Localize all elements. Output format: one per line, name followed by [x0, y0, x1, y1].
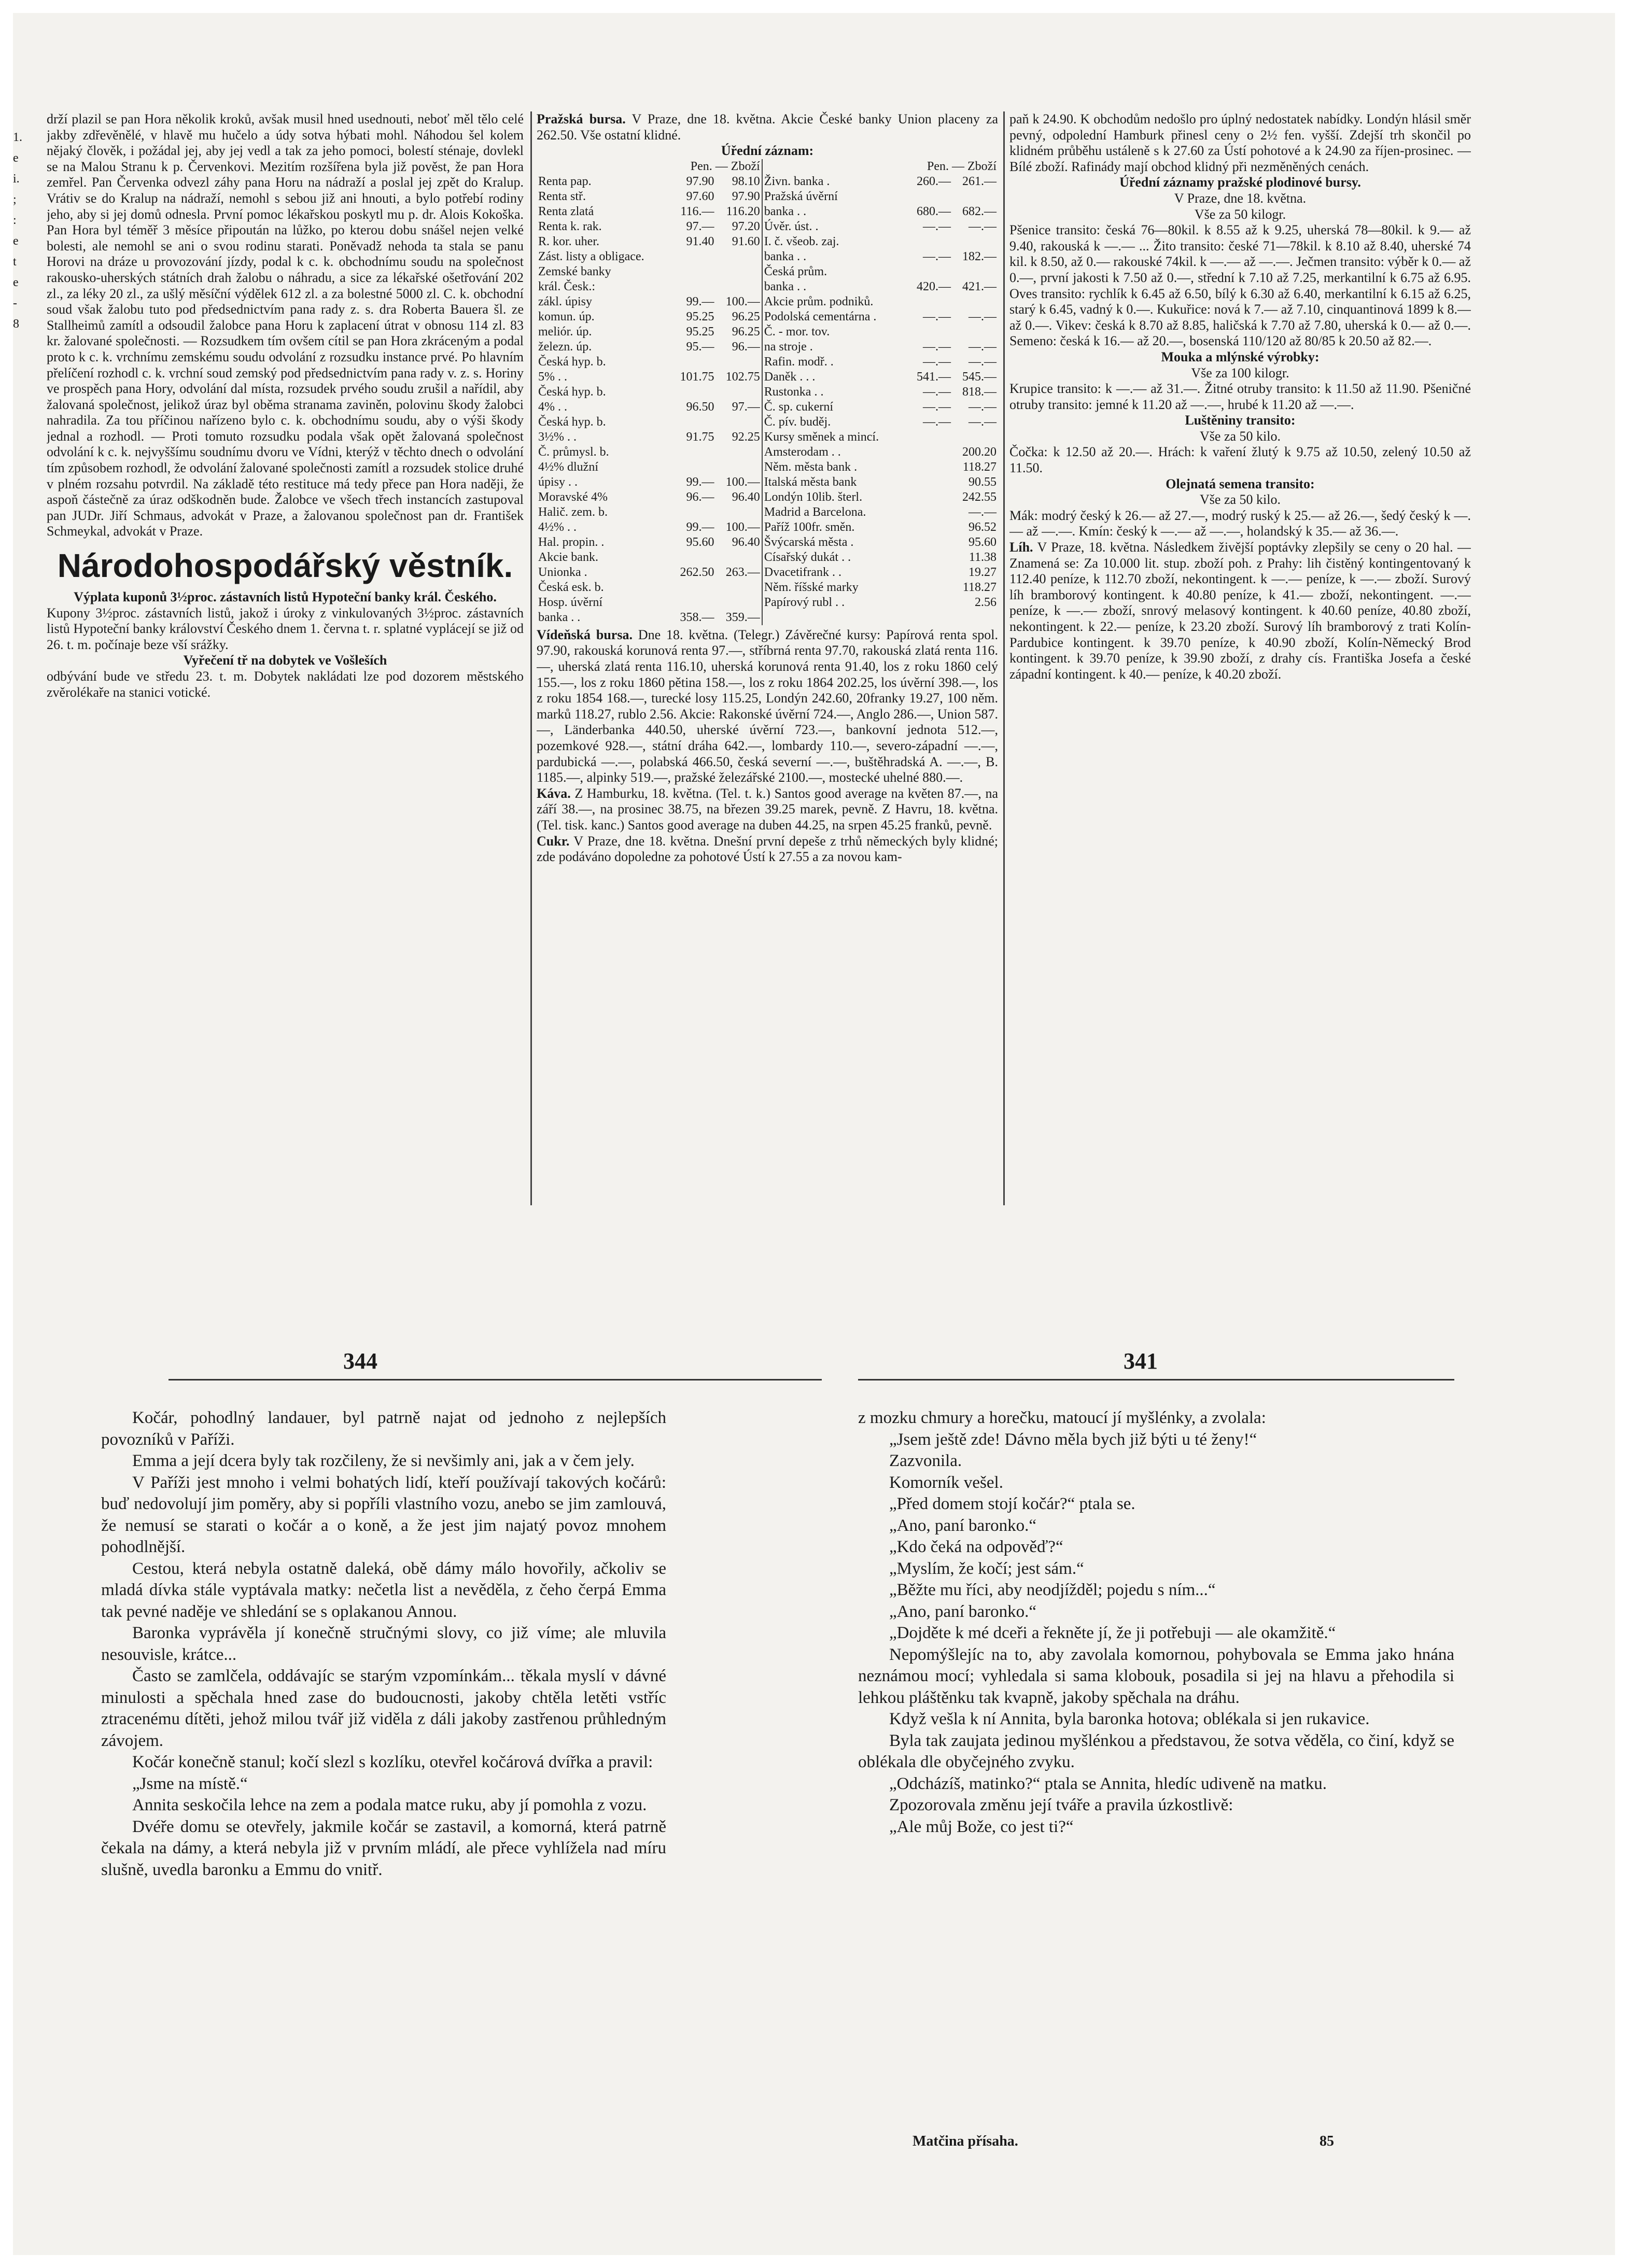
novel-paragraph: „Před domem stojí kočár?“ ptala se.	[889, 1495, 1135, 1513]
cukr-continuation: paň k 24.90. K obchodům nedošlo pro úplný nedostatek nabídky. Londýn hlásil směr pevný, odpolední Hamburk přinesl ceny o 2½ fen. vyšší. Zdejší trh skončil po klidném průběhu ustáleně s k 27.60 za Ústí pohotové a k 24.90 za říjen-prosinec. — Bílé zboží. Rafinády mají obchod klidný při nezměněných cenách.	[1009, 111, 1471, 174]
bursa-row: Akcie bank. Císařský dukát . . 11.38	[538, 550, 997, 564]
bursa-row: Č. průmysl. b. Amsterodam . . 200.20	[538, 445, 997, 459]
scanned-page	[13, 13, 1615, 2255]
videnska-bursa-text: Dne 18. května. (Telegr.) Závěrečné kursy: Papírová renta spol. 97.90, rakouská korunová renta 97.—, stříbrná renta 97.70, rakouská zlatá renta 116.—, uherská zlatá renta 116.10, uherská korunová renta 91.40, los z roku 1860 celý 155.—, los z roku 1860 pětina 158.—, los z roku 1864 202.25, los úvěrní 398.—, los z roku 1854 168.—, turecké losy 115.25, Londýn 242.60, 20franky 19.27, 100 něm. marků 118.27, rublo 2.56. Akcie: Rakonské úvěrní 724.—, Anglo 286.—, Union 587.—, Länderbanka 440.50, uherské úvěrní 723.—, bankovní jednota 512.—, pozemkové 928.—, státní dráha 642.—, lombardy 110.—, severo-západní —.—, pardubická —.—, polabská 466.50, česká severní —.—, buštěhradská A. —.—, B. 1185.—, alpinky 519.—, pražské železářské 2100.—, mostecké uhelné 880.—.	[537, 627, 998, 785]
novel-footer-sheet-number: 85	[1320, 2133, 1334, 2149]
novel-paragraph: „Ano, paní baronko.“	[889, 1516, 1037, 1535]
lusteniny-heading: Luštěniny transito:	[1185, 413, 1296, 428]
bursa-row: Renta k. rak. 97.— 97.20 Úvěr. úst. . —.— —.—	[538, 219, 997, 233]
bursa-row: Moravské 4% 96.— 96.40 Londýn 10lib. šterl. 242.55	[538, 490, 997, 504]
page-number-left: 344	[343, 1348, 377, 1374]
novel-page-left	[101, 1407, 666, 2149]
bursa-row: železn. úp. 95.— 96.— na stroje . —.— —.—	[538, 340, 997, 354]
bursa-row: banka . . 358.— 359.—	[537, 610, 998, 625]
novel-paragraph: Byla tak zaujata jedinou myšlénkou a představou, že sotva věděla, co činí, když se oblékala dle obyčejného zvyku.	[858, 1731, 1454, 1771]
novel-paragraph: Když vešla k ní Annita, byla baronka hotova; oblékala si jen rukavice.	[889, 1710, 1370, 1728]
page-rule-right	[858, 1379, 1454, 1380]
novel-paragraph: „Jsme na místě.“	[132, 1774, 248, 1793]
novel-paragraph: Emma a její dcera byly tak rozčileny, že si nevšimly ani, jak a v čem jely.	[132, 1452, 635, 1470]
bursa-row: Česká hyp. b. Rafin. modř. . —.— —.—	[538, 355, 997, 369]
novel-paragraph: Annita seskočila lehce na zem a podala matce ruku, aby jí pomohla z vozu.	[132, 1796, 647, 1814]
column-rule-2	[1003, 111, 1005, 1205]
lusteniny-text: Čočka: k 12.50 až 20.—. Hrách: k vaření žlutý k 9.75 až 10.50, zelený 10.50 až 11.50.	[1009, 444, 1471, 476]
edge-fragments: 1. e i. ; : e t e - 8	[13, 131, 22, 331]
novel-paragraph: Kočár konečně stanul; kočí slezl s kozlíku, otevřel kočárová dvířka a pravil:	[132, 1753, 653, 1771]
bursa-row: Renta stř. 97.60 97.90 Pražská úvěrní	[537, 189, 998, 204]
kava-lead: Káva.	[537, 785, 571, 801]
novel-paragraph: „Odcházíš, matinko?“ ptala se Annita, hledíc udiveně na matku.	[889, 1774, 1327, 1793]
bursa-row: Česká hyp. b. Č. pív. buděj. —.— —.—	[538, 415, 997, 429]
bursa-row: komun. úp. 95.25 96.25 Podolská cementárna . —.— —.—	[538, 309, 997, 323]
news-column-2	[537, 111, 998, 1205]
prazska-bursa-lead: Pražská bursa.	[537, 111, 626, 126]
novel-paragraph: „Běžte mu říci, aby neodjížděl; pojedu s ním...“	[889, 1581, 1216, 1599]
kava-text: Z Hamburku, 18. května. (Tel. t. k.) Santos good average na květen 87.—, na září 38.—, na prosinec 38.75, na březen 39.25 marek, pevně. Z Havru, 18. května. (Tel. tisk. kanc.) Santos good average na duben 44.25, na srpen 45.25 franků, pevně.	[537, 785, 998, 833]
bursa-row: zákl. úpisy 99.— 100.— Akcie prům. podniků.	[537, 294, 998, 309]
novel-paragraph: „Myslím, že kočí; jest sám.“	[889, 1559, 1084, 1578]
novel-paragraph: z mozku chmury a horečku, matoucí jí myšlénky, a zvolala:	[858, 1408, 1266, 1427]
novel-paragraph: Kočár, pohodlný landauer, byl patrně najat od jednoho z nejlepších povozníků v Paříži.	[101, 1408, 666, 1449]
novel-paragraph: Komorník vešel.	[889, 1473, 1003, 1492]
bursa-row: Renta zlatá 116.— 116.20 banka . . 680.— 682.—	[538, 204, 997, 218]
court-article: drží plazil se pan Hora několik kroků, avšak musil hned usednouti, neboť měl tělo celé jakby zdřevěnělé, v hlavě mu hučelo a údy sotva hýbati mohl. Náhodou šel kolem nějaký člověk, i požádal jej, aby jej vedl a tak za jeho pomoci, bolestí sténaje, dovlekl se na Malou Stranu k p. Červenkovi. Mezitím rozšířena byla již pověst, že pan Hora zemřel. Pan Červenka odvezl záhy pana Horu na nádraží a poslal jej zpět do Kralup. Vrátiv se do Kralup na nádraží, nemohl s sebou již ani hnouti, a bylo potřebí rodiny jeho, aby si jej domů odnesla. První pomoc lékařskou poskytl mu p. dr. Alois Kokoška. Pan Hora byl téměř 3 měsíce připoután na lůžko, po kterou dobu snášel nejen velké bolesti, ale nemohl se ani o svou rodinu starati. Poněvadž nehoda ta stala se panu Horovi na dráze u provozování jízdy, podal k c. k. obchodnímu soudu na společnost rakousko-uherských státních drah žalobu o náhradu, a sice za lékařské ošetřování 202 zl., za léky 20 zl., za ušlý měsíční výdělek 612 zl. a za bolestné 5000 zl. C. k. obchodní soud však žalobu tuto pod předsednictvím pana rady z. s. dra Roberta Bauera šl. ze Stallheimů zamítl a odsoudil žalobce pana Horu k zaplacení útrat v obnosu 114 zl. 83 kr. žalované společnosti. — Rozsudkem tím ovšem cítil se pan Hora zkráceným a podal proto k c. k. vrchnímu zemskému soudu odvolání z rozsudku instance prvé. Po hlavním přelíčení rozhodl c. k. vrchní soud zemský pod předsednictvím pana rady v. z. s. Horiny ve prospěch pana Hory, odvolání dal místa, rozsudek prvého soudu zrušil a nařídil, aby žalovaná společnost, jelikož úraz byl oběma stranama zaviněn, polovinu škody žalobci nahradila. Za tou příčinou nařízeno bylo c. k. obchodnímu soudu, aby o výši škody jednal a rozhodl. — Proti tomuto rozsudku podala však opět žalovaná společnost odvolání k c. k. nejvyššímu soudnímu dvoru ve Vídni, kterýž v těchto dnech o odvolání tím způsobem rozhodl, že odvolání žalované společnosti zamítl a rozsudek stolice druhé v plném rozsahu potvrdil. Na základě této restituce má tedy přece pan Hora naději, že aspoň částečně za úraz odškodněn bude. Žalobce ve všech třech instancích zastupoval pan JUDr. Jiří Schmaus, advokát v Praze, a žalovanou společnost pan dr. František Schmeykal, advokát v Praze.	[47, 111, 524, 539]
bursa-row: úpisy . . 99.— 100.— Italská města bank 90.55	[538, 475, 997, 489]
plodiny-unit: Vše za 50 kilogr.	[1194, 206, 1286, 222]
plodiny-date: V Praze, dne 18. května.	[1174, 190, 1307, 206]
lusteniny-unit: Vše za 50 kilo.	[1200, 428, 1281, 444]
zaznam-heading: Úřední záznam:	[721, 143, 814, 159]
novel-paragraph: V Paříži jest mnoho i velmi bohatých lidí, kteří používají takových kočárů: buď nedovolují jim poměry, aby si popříli vlastního vozu, anebo se jim zamlouvá, že nemusí se starati o kočár a o koně, a že jest jim najatý povoz mnohem pohodlnější.	[101, 1473, 666, 1556]
page-number-right: 341	[1124, 1348, 1158, 1374]
vyplata-heading: Výplata kuponů 3½proc. zástavních listů Hypoteční banky král. Českého.	[74, 589, 497, 605]
bursa-row: 4½% dlužní Něm. města bank . 118.27	[538, 460, 997, 474]
bursa-row: Hosp. úvěrní Papírový rubl . . 2.56	[538, 595, 997, 609]
olejnata-text: Mák: modrý český k 26.— až 27.—, modrý ruský k 25.— až 26.—, šedý český k —.— až —.—. Kmín: český k —.— až —.—, holandský k 35.— až 36.—.	[1009, 508, 1471, 539]
bursa-row: 3½% . . 91.75 92.25 Kursy směnek a mincí.	[537, 430, 998, 445]
novel-paragraph: Baronka vyprávěla jí konečně stručnými slovy, co již víme; ale mluvila nesouvisle, krátce...	[101, 1624, 666, 1664]
bursa-row: Unionka . 262.50 263.— Dvacetifrank . . 19.27	[538, 565, 997, 579]
cukr-text: V Praze, dne 18. května. Dnešní první depeše z trhů německých byly klidné; zde podáváno dopoledne za pohotové Ústí k 27.55 a za novou kam-	[537, 833, 998, 865]
bursa-row: Renta pap. 97.90 98.10 Živn. banka . 260.— 261.—	[538, 174, 997, 188]
mouka-text: Krupice transito: k —.— až 31.—. Žitné otruby transito: k 11.50 až 11.90. Pšeničné otruby transito: jemné k 11.20 až —.—, hrubé k 11.20 až —.—.	[1009, 381, 1471, 412]
lih-text: V Praze, 18. května. Následkem živější poptávky zlepšily se ceny o 20 hal. — Znamená se: Za 10.000 lit. stup. zboží poh. z Prahy: lih čistěný kontingentovaný k 112.40 peníze, k 112.70 zboží, nekontingent. k —.— peníze, k —.— zboží. Surový líh bramborový kontingent. k 40.80 peníze, k 41.— zboží, nekontingent. —.— peníze, k —.— zboží, snrový melasový kontingent. k 40.60 peníze, 40.80 zboží, nekontingent. k 22.— peníze, k 23.20 zboží. Surový líh bramborový z trati Kolín-Pardubice kontingent. k 39.70 peníze, k 40.90 zboží, Kolín-Německý Brod kontingent. k 39.70 peníze, k 39.90 zboží, z drahy cís. Františka Josefa a české západní kontingent. k 40.— peníze, k 40.20 zboží.	[1009, 540, 1471, 682]
novel-paragraph: Nepomýšlejíc na to, aby zavolala komornou, pohybovala se Emma jako hnána neznámou mocí; vyhledala si sama klobouk, posadila si jej na hlavu a přehodila si lehkou pláštěnku tak kvapně, jakoby spěchala na dráhu.	[858, 1645, 1454, 1707]
olejnata-heading: Olejnatá semena transito:	[1166, 476, 1315, 491]
bursa-row: 4½% . . 99.— 100.— Paříž 100fr. směn. 96.52	[538, 520, 997, 534]
novel-page-right	[858, 1407, 1454, 2133]
novel-paragraph: Zazvonila.	[889, 1452, 962, 1470]
column-rule-1	[530, 111, 532, 1205]
plodiny-heading: Úřední záznamy pražské plodinové bursy.	[1119, 175, 1361, 190]
bursa-row: Zást. listy a obligace. banka . . —.— 182.—	[538, 249, 997, 263]
novel-footer-title: Matčina přísaha.	[913, 2133, 1018, 2149]
bursa-row: meliór. úp. 95.25 96.25 Č. - mor. tov.	[537, 325, 998, 340]
page-rule-left	[169, 1379, 822, 1380]
bursa-row: 4% . . 96.50 97.— Č. sp. cukerní —.— —.—	[538, 400, 997, 414]
prazska-bursa-text: V Praze, dne 18. května. Akcie České banky Union placeny za 262.50. Vše ostatní klidné.	[537, 111, 998, 143]
vestnik-title: Národohospodářský věstník.	[57, 547, 513, 585]
novel-paragraph: Zpozorovala změnu její tváře a pravila úzkostlivě:	[889, 1796, 1233, 1814]
plodiny-text: Pšenice transito: česká 76—80kil. k 8.55 až k 9.25, uherská 78—80kil. k 9.— až 9.40, rakouská k —.— ... Žito transito: české 71—78kil. k 8.10 až 8.40, uherské 74 kil. k 8.50, až 0.— rakouské 74kil. k —.— až —.—. Ječmen transito: výběr k 0.— až 0.—, první jakosti k 7.50 až 0.—, střední k 7.10 až 7.25, merkantilní k 6.75 až 6.95. Oves transito: rychlík k 6.45 až 6.50, bílý k 6.30 až 6.40, merkantilní k 6.15 až 6.25, starý k 6.45, vadný k 0.—. Kukuřice: nová k 7.— až 7.10, cinquantinová 1899 k 8.— až 0.—. Vikev: česká k 8.70 až 8.85, haličská k 7.70 až 7.80, uherská k 0.— až 0.—. Semeno: česká k 16.— až 20.—, bosenská 110/120 až 80/85 k 20.50 až 82.—.	[1009, 222, 1471, 349]
novel-paragraph: „Ale můj Bože, co jest ti?“	[889, 1817, 1074, 1836]
bursa-row: Česká esk. b. Něm. říšské marky 118.27	[538, 580, 997, 594]
novel-paragraph: Dvéře domu se otevřely, jakmile kočár se zastavil, a komorná, která patrně čekala na dámy, a která nebyla již v prvním mládí, ale přece vyhlížela nad míru slušně, uvedla baronku a Emmu do vnitř.	[101, 1817, 666, 1879]
olejnata-unit: Vše za 50 kilo.	[1200, 492, 1281, 508]
bursa-row: Hal. propin. . 95.60 96.40 Švýcarská města . 95.60	[538, 535, 997, 549]
bursa-header-row: Pen. — Zboží Pen. — Zboží	[690, 159, 997, 173]
news-column-3	[1009, 111, 1471, 1205]
cukr-lead: Cukr.	[537, 833, 570, 849]
videnska-bursa-lead: Vídeňská bursa.	[537, 627, 633, 642]
novel-paragraph: Často se zamlčela, oddávajíc se starým vzpomínkám... těkala myslí v dávné minulosti a spěchala hned zase do budoucnosti, jakoby chtěla letěti vstříc ztracenému dítěti, jehož milou tvář již viděla z dáli jakoby zastřenou průhledným závojem.	[101, 1667, 666, 1750]
vyreceni-text: odbývání bude ve středu 23. t. m. Dobytek nakládati lze pod dozorem městského zvěrolékaře na stanici votické.	[47, 669, 524, 700]
lih-lead: Líh.	[1009, 540, 1033, 555]
bursa-row: R. kor. uher. 91.40 91.60 I. č. všeob. zaj.	[537, 234, 998, 249]
vyreceni-heading: Vyřečení tř na dobytek ve Vošleších	[183, 653, 387, 668]
bursa-table	[537, 159, 998, 625]
novel-paragraph: „Ano, paní baronko.“	[889, 1602, 1037, 1621]
bursa-row: Česká hyp. b. Rustonka . . —.— 818.—	[538, 385, 997, 399]
mouka-unit: Vše za 100 kilogr.	[1191, 365, 1289, 381]
novel-paragraph: „Jsem ještě zde! Dávno měla bych již býti u té ženy!“	[889, 1430, 1257, 1449]
news-column-1	[47, 111, 524, 1205]
novel-paragraph: Cestou, která nebyla ostatně daleká, obě dámy málo hovořily, ačkoliv se mladá dívka stále vyptávala matky: nečetla list a nevěděla, z čeho čerpá Emma tak pevné naděje ve shledání se s oplakanou Annou.	[101, 1559, 666, 1621]
bursa-row: Halič. zem. b. Madrid a Barcelona. —.—	[538, 505, 997, 519]
bursa-row: 5% . . 101.75 102.75 Daněk . . . 541.— 545.—	[538, 370, 997, 384]
bursa-row: Zemské banky Česká prům.	[537, 264, 998, 279]
mouka-heading: Mouka a mlýnské výrobky:	[1161, 349, 1320, 364]
novel-paragraph: „Kdo čeká na odpověď?“	[889, 1538, 1063, 1556]
bursa-row: král. Česk.: banka . . 420.— 421.—	[538, 279, 997, 293]
vyplata-text: Kupony 3½proc. zástavních listů, jakož i úroky z vinkulovaných 3½proc. zástavních listů Hypoteční banky království Českého dnem 1. června t. r. splatné vyplácejí se již od 26. t. m. počínaje beze vší srážky.	[47, 605, 524, 652]
novel-paragraph: „Dojděte k mé dceři a řekněte jí, že ji potřebuji — ale okamžitě.“	[889, 1624, 1336, 1642]
